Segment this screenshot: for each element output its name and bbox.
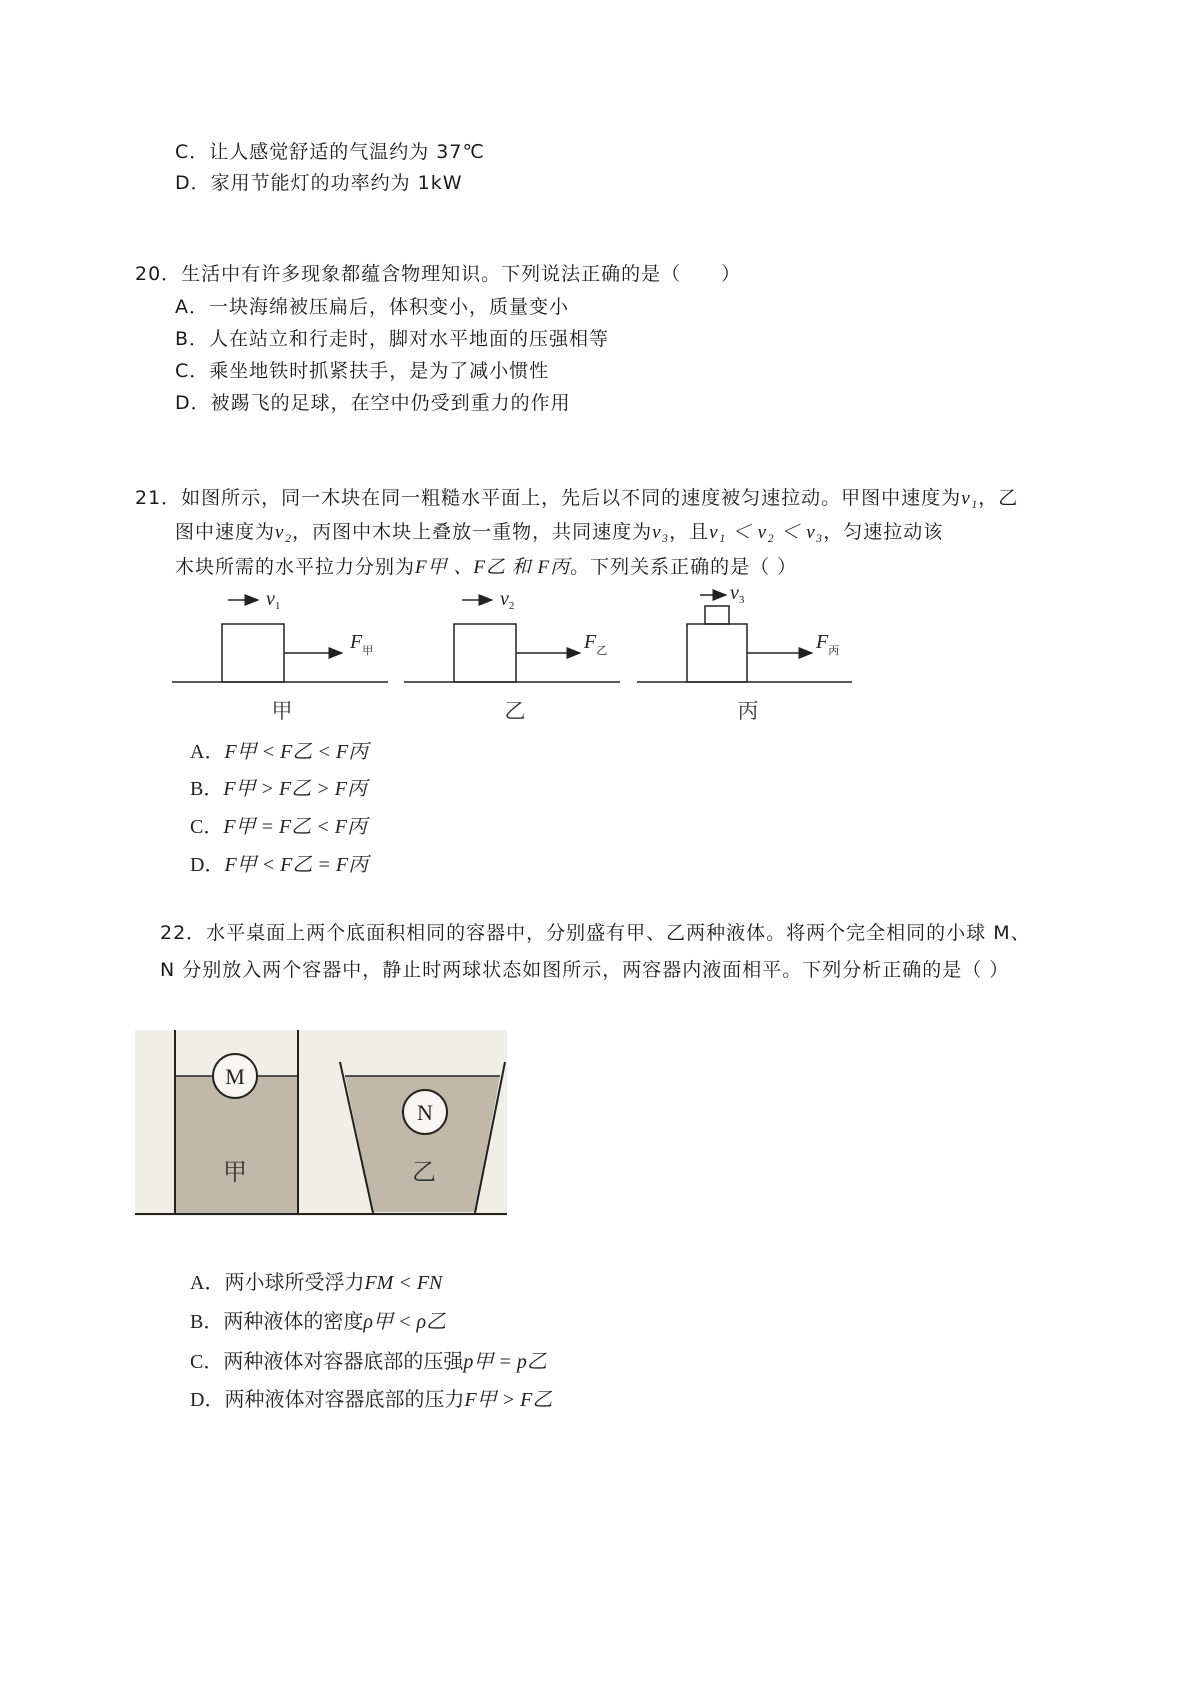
q21-option-a-expr: F甲 < F乙 < F丙 [224, 741, 369, 763]
q21-stem-2-d: ，匀速拉动该 [823, 521, 944, 543]
q21-block-figure [160, 585, 880, 730]
q21-option-b [190, 777, 367, 801]
label-liquid-jia: 甲 [223, 1158, 247, 1186]
label-v2: $v_2$ [500, 588, 515, 612]
q22-container-figure [135, 1030, 507, 1216]
q21-option-c [190, 815, 367, 839]
q20-option-b: B．人在站立和行走时，脚对水平地面的压强相等 [175, 328, 610, 350]
q22-option-a-expr: FM < FN [364, 1272, 443, 1294]
q21-stem-2-b: ，丙图中木块上叠放一重物，共同速度为 [292, 521, 653, 543]
caption-bing: 丙 [737, 699, 759, 723]
q22-option-a-label: A．两小球所受浮力 [190, 1272, 365, 1294]
label-ball-n: N [417, 1100, 433, 1125]
q21-stem-3-a: 木块所需的水平拉力分别为 [175, 556, 416, 578]
q20-option-a: A．一块海绵被压扁后，体积变小，质量变小 [175, 296, 569, 318]
q22-option-d [190, 1388, 552, 1412]
block-yi [454, 624, 516, 682]
q22-option-a [190, 1271, 442, 1295]
block-bing [687, 624, 747, 682]
q21-option-c-label: C． [190, 816, 224, 838]
label-ball-m: M [225, 1064, 245, 1089]
q21-stem-2-a: 图中速度为 [175, 521, 276, 543]
label-f-bing: $F_丙$ [816, 631, 840, 657]
q21-option-d-expr: F甲 < F乙 = F丙 [224, 854, 369, 876]
weight-on-block-bing [705, 606, 729, 624]
q22-option-b [190, 1310, 446, 1334]
q21-velocity-relation: v₁ ＜ v₂ ＜ v₃ [709, 522, 824, 543]
q20-option-d: D．被踢飞的足球，在空中仍受到重力的作用 [175, 392, 571, 414]
label-v1: $v_1$ [266, 588, 281, 612]
label-f-yi: $F_乙$ [584, 631, 608, 657]
q22-stem-line-1: 22．水平桌面上两个底面积相同的容器中，分别盛有甲、乙两种液体。将两个完全相同的小球 M、 [160, 922, 1031, 944]
q21-stem-line-3 [175, 555, 797, 580]
q22-option-c [190, 1350, 547, 1374]
q21-stem-line-1 [135, 486, 1018, 511]
q20-stem: 20．生活中有许多现象都蕴含物理知识。下列说法正确的是（ ） [135, 263, 742, 285]
q21-option-d [190, 853, 368, 877]
q21-option-a-label: A． [190, 741, 225, 763]
q22-stem-line-2: N 分别放入两个容器中，静止时两球状态如图所示，两容器内液面相平。下列分析正确的是（ ） [160, 959, 1010, 981]
q22-option-c-label: C．两种液体对容器底部的压强 [190, 1351, 464, 1373]
q21-stem-2-c: ，且 [669, 521, 710, 543]
q21-v2-symbol: v₂ [275, 522, 293, 543]
label-liquid-yi: 乙 [412, 1158, 436, 1186]
q22-option-b-expr: ρ甲 < ρ乙 [363, 1311, 447, 1333]
q22-option-d-label: D．两种液体对容器底部的压力 [190, 1389, 465, 1411]
q21-v3-symbol: v₃ [652, 522, 670, 543]
q19-option-c: C．让人感觉舒适的气温约为 37℃ [175, 141, 485, 163]
caption-jia: 甲 [271, 699, 293, 723]
q20-option-c: C．乘坐地铁时抓紧扶手，是为了减小惯性 [175, 360, 550, 382]
q21-stem-3-b: 。下列关系正确的是（ ） [570, 556, 798, 578]
q22-option-b-label: B．两种液体的密度 [190, 1311, 364, 1333]
q21-v1-symbol: v₁ [961, 488, 979, 509]
caption-yi: 乙 [504, 699, 526, 723]
block-jia [222, 624, 284, 682]
q21-option-c-expr: F甲 = F乙 < F丙 [223, 816, 367, 838]
q21-stem-line-2 [175, 520, 943, 545]
q21-option-b-expr: F甲 > F乙 > F丙 [223, 778, 367, 800]
q21-force-symbols: F甲 、F乙 和 F丙 [415, 557, 571, 578]
q21-stem-1-pre: 21．如图所示，同一木块在同一粗糙水平面上，先后以不同的速度被匀速拉动。甲图中速度为 [135, 487, 962, 509]
q19-option-d: D．家用节能灯的功率约为 1kW [175, 172, 463, 194]
q22-option-d-expr: F甲 > F乙 [464, 1389, 553, 1411]
q21-stem-1-post: ，乙 [978, 487, 1019, 509]
q21-option-a [190, 740, 368, 764]
label-f-jia: $F_甲$ [350, 631, 374, 657]
q21-option-b-label: B． [190, 778, 224, 800]
q22-option-c-expr: p甲 = p乙 [463, 1351, 547, 1373]
label-v3: $v_3$ [730, 585, 745, 606]
q21-option-d-label: D． [190, 854, 225, 876]
